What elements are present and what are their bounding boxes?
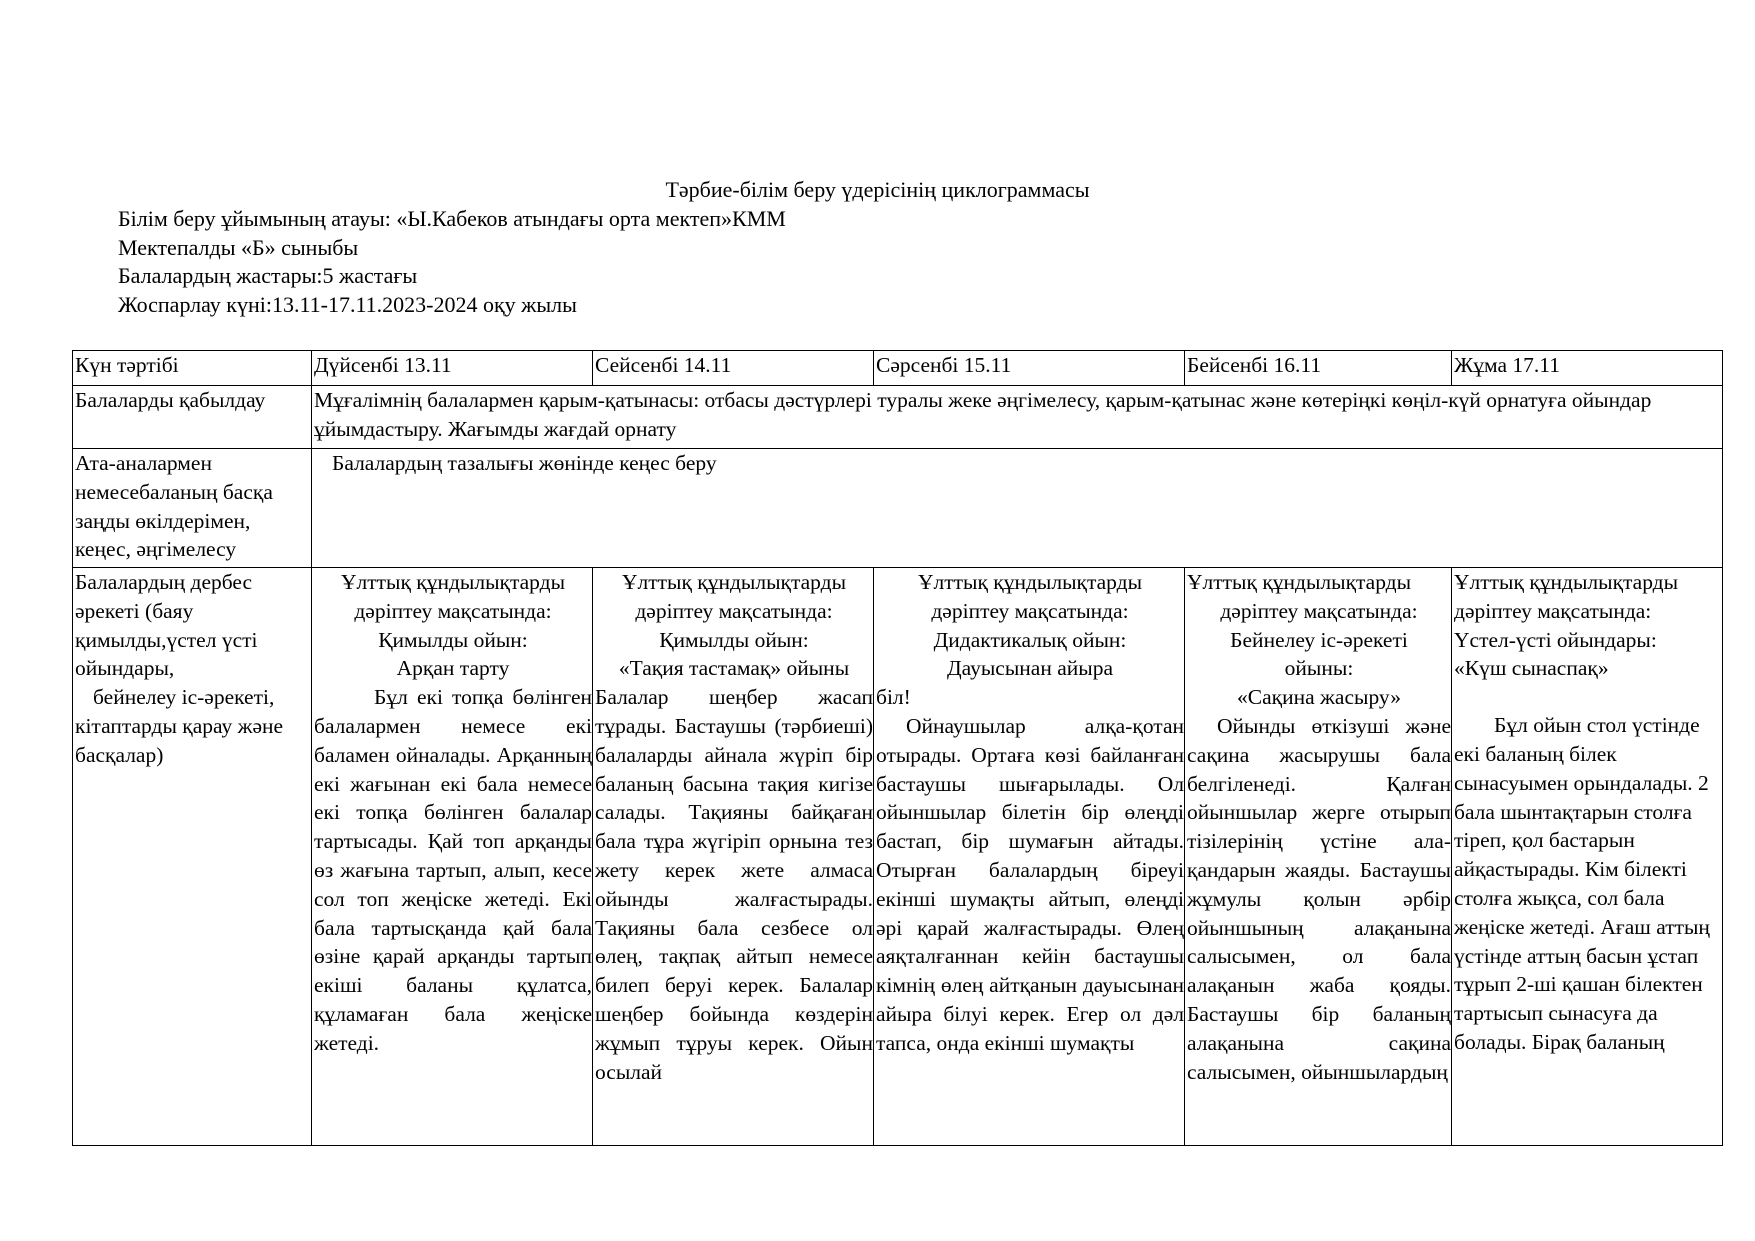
accept-text: Мұғалімнің балалармен қарым-қатынасы: отбасы дәстүрлері туралы жеке әңгімелесу, қарым-қатынас және көтеріңкі көңіл-күй орнатуға ойындар ұйымдастыру. Жағымды жағдай орнату [312, 386, 1723, 449]
thu-line: дәріптеу мақсатында: [1220, 598, 1418, 623]
planning-date: Жоспарлау күні:13.11-17.11.2023-2024 оқу жылы [118, 291, 577, 317]
table-row [73, 386, 1723, 449]
parents-advice: Балалардың тазалығы жөнінде кеңес беру [332, 451, 717, 475]
header-thursday: Бейсенбі 16.11 [1185, 351, 1452, 386]
thu-game-name: «Сақина жасыру» [1237, 685, 1401, 710]
row-label-parents: Ата-аналармен немесебаланың басқа заңды өкілдерімен, кеңес, әңгімелесу [73, 449, 312, 568]
mon-line: дәріптеу мақсатында: [354, 598, 552, 623]
header-wednesday: Сәрсенбі 15.11 [874, 351, 1185, 386]
fri-line: Ұлттық құндылықтарды [1454, 570, 1679, 594]
wed-line: Ұлттық құндылықтарды [917, 570, 1143, 594]
row-label-accept: Балаларды қабылдау [73, 386, 312, 449]
document-meta [118, 205, 786, 319]
table-header-row [73, 351, 1723, 386]
tue-game-type: Қимылды ойын: [659, 627, 809, 652]
wed-game-description: Ойнаушылар алқа-қотан отырады. Ортаға көзі байланған бастаушы шығарылады. Ол ойыншылар білетін бір өлеңді бастап, бір шумағын айтады. Отырған балалардың біреуі екінші шумақты айтып, өлеңді әрі қарай жалғастырады. Өлең аяқталғаннан кейін бастаушы кімнің өлең айтқанын дауысынан айыра білуі керек. Егер ол дәл тапса, онда екінші шумақты [876, 713, 1184, 1055]
thu-game-type-cont: ойыны: [1284, 656, 1354, 681]
tue-game-description: Балалар шеңбер жасап тұрады. Бастаушы (тәрбиеші) балаларды айнала жүріп бір баланың басына тақия кигізе салады. Тақияны байқаған бала тұра жүгіріп орнына тез жету керек жете алмаса ойынды жалғастырады. Тақияны бала сезбесе ол өлең, тақпақ айтып немесе билеп беруі керек. Балалар шеңбер бойында көздерін жұмып тұруы керек. Ойын осылай [595, 685, 873, 1084]
monday-activity [312, 568, 593, 1146]
activity-label-2: бейнелеу іс-әрекеті, [93, 685, 275, 710]
activity-label-1: Балалардың дербес әрекеті (баяу қимылды,үстел үсті ойындары, [75, 570, 258, 681]
thu-line: Ұлттық құндылықтарды [1187, 570, 1412, 594]
table-row [73, 568, 1723, 1146]
header-schedule: Күн тәртібі [73, 351, 312, 386]
header-monday: Дүйсенбі 13.11 [312, 351, 593, 386]
thu-game-type: Бейнелеу іс-әрекеті [1230, 627, 1408, 652]
tue-line: дәріптеу мақсатында: [635, 598, 833, 623]
tue-line: Ұлттық құндылықтарды [621, 570, 847, 594]
wed-game-name-cont: біл! [876, 685, 911, 710]
friday-activity [1452, 568, 1723, 1146]
header-tuesday: Сейсенбі 14.11 [593, 351, 874, 386]
parents-text [312, 449, 1723, 568]
cyclogram-table [72, 350, 1723, 1146]
activity-label-3: кітаптарды қарау және басқалар) [75, 713, 284, 767]
fri-spacer [1454, 683, 1722, 711]
wed-game-name: Дауысынан айыра [946, 656, 1114, 681]
document-title: Тәрбие-білім беру үдерісінің циклограммасы [665, 177, 1090, 202]
header-friday: Жұма 17.11 [1452, 351, 1723, 386]
mon-line: Ұлттық құндылықтарды [340, 570, 566, 594]
thu-game-description: Ойынды өткізуші және сақина жасырушы бала белгіленеді. Қалған ойыншылар жерге отырып тізілерінің үстіне ала-қандарын жаяды. Бастаушы жұмулы қолын әрбір ойыншының алақанына салысымен, ол бала алақанын жаба қояды. Бастаушы бір баланың алақанына сақина салысымен, ойыншылардың [1187, 713, 1451, 1084]
mon-game-name: Арқан тарту [396, 656, 510, 681]
table-row [73, 449, 1723, 568]
children-age: Балалардың жастары:5 жастағы [118, 263, 418, 288]
mon-game-description: Бұл екі топқа бөлінген балалармен немесе екі баламен ойналады. Арқанның екі жағынан екі бала немесе екі топқа бөлінген балалар тартысады. Қай топ арқанды өз жағына тартып, алып, кесе сол топ жеңіске жетеді. Екі бала тартысқанда қай бала өзіне қарай арқанды тартып екіші баланы құлатса, құламаған бала жеңіске жетеді. [314, 685, 592, 1055]
wed-line: дәріптеу мақсатында: [931, 598, 1129, 623]
tuesday-activity [593, 568, 874, 1146]
org-name: Білім беру ұйымының атауы: «Ы.Кабеков атындағы орта мектеп»КММ [118, 206, 786, 231]
tue-game-name: «Тақия тастамақ» ойыны [618, 656, 850, 681]
row-label-activity [73, 568, 312, 1146]
fri-game-type: Үстел-үсті ойындары: [1454, 627, 1657, 652]
group-name: Мектепалды «Б» сыныбы [118, 234, 359, 260]
fri-game-name: «Күш сынаспақ» [1454, 656, 1609, 681]
wed-game-type: Дидактикалық ойын: [933, 627, 1127, 652]
fri-game-description: Бұл ойын стол үстінде екі баланың білек сынасуымен орындалады. 2 бала шынтақтарын столға тіреп, қол бастарын айқастырады. Кім білекті столға жықса, сол бала жеңіске жетеді. Ағаш аттың үстінде аттың басын ұстап тұрып 2-ші қашан білектен тартысып сынасуға да болады. Бірақ баланың [1454, 713, 1710, 1054]
mon-game-type: Қимылды ойын: [378, 627, 528, 652]
wednesday-activity [874, 568, 1185, 1146]
fri-line: дәріптеу мақсатында: [1454, 598, 1652, 623]
thursday-activity [1185, 568, 1452, 1146]
